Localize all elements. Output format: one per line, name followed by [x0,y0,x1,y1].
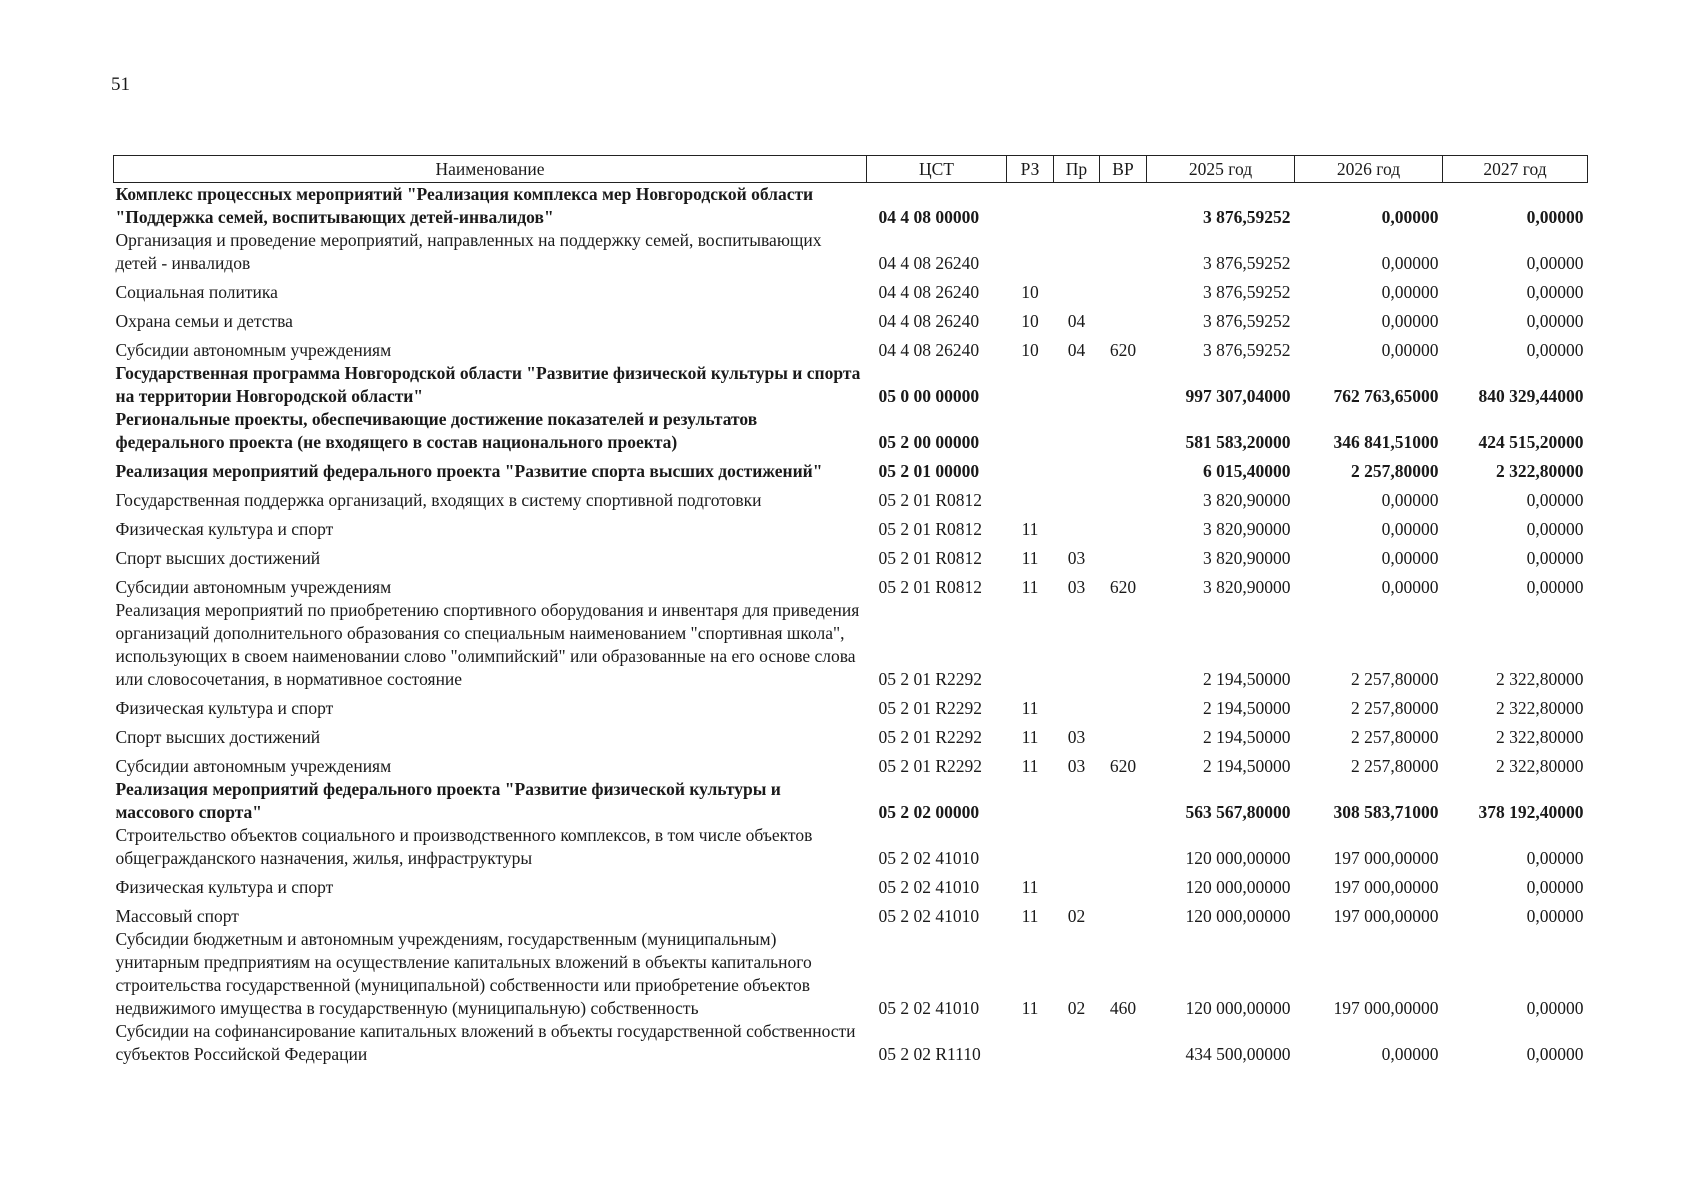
cell-2026: 0,00000 [1381,577,1439,597]
table-row [114,1020,1588,1066]
cell-cst: 05 2 01 R2292 [878,669,983,689]
header-2025: 2025 год [1147,156,1295,183]
cell-name: Субсидии автономным учреждениям [115,340,392,360]
cell-rz: 11 [1021,906,1039,926]
cell-2026: 0,00000 [1381,548,1439,568]
cell-rz: 11 [1021,756,1039,776]
cell-cst: 05 2 02 41010 [878,998,980,1018]
cell-rz [1007,408,1054,454]
cell-2025: 3 876,59252 [1203,282,1291,302]
cell-2025: 120 000,00000 [1185,906,1291,926]
cell-2027: 0,00000 [1526,207,1584,227]
cell-2025: 3 820,90000 [1203,490,1291,510]
cell-cst: 04 4 08 00000 [878,207,980,227]
cell-2027: 2 322,80000 [1496,461,1584,481]
table-row [114,599,1588,691]
cell-2025: 6 015,40000 [1203,461,1291,481]
table-row [114,870,1588,899]
cell-rz [1007,229,1054,275]
cell-vr [1100,362,1147,408]
cell-pr [1054,512,1100,541]
cell-name: Организация и проведение мероприятий, направленных на поддержку семей, воспитывающих детей - инвалидов [115,230,822,273]
cell-name: Физическая культура и спорт [115,877,334,897]
cell-pr: 03 [1067,548,1086,568]
cell-2025: 3 820,90000 [1203,577,1291,597]
header-rz: РЗ [1007,156,1054,183]
cell-name: Физическая культура и спорт [115,698,334,718]
cell-2026: 197 000,00000 [1333,877,1439,897]
cell-2026: 762 763,65000 [1333,386,1439,406]
table-row [114,408,1588,454]
cell-rz [1007,599,1054,691]
cell-vr [1100,229,1147,275]
cell-2027: 0,00000 [1526,311,1584,331]
cell-rz: 10 [1021,340,1039,360]
cell-vr [1100,483,1147,512]
cell-2026: 0,00000 [1381,207,1439,227]
cell-cst: 05 2 01 R2292 [878,727,983,747]
cell-cst: 05 2 01 R0812 [878,577,983,597]
cell-cst: 05 2 01 00000 [878,461,980,481]
cell-2027: 0,00000 [1526,906,1584,926]
cell-name: Субсидии автономным учреждениям [115,756,392,776]
cell-cst: 04 4 08 26240 [878,311,980,331]
cell-vr [1100,599,1147,691]
cell-cst: 04 4 08 26240 [878,340,980,360]
cell-cst: 05 2 02 41010 [878,877,980,897]
table-row [114,928,1588,1020]
cell-2025: 3 820,90000 [1203,519,1291,539]
cell-cst: 05 2 00 00000 [878,432,980,452]
cell-vr [1100,183,1147,230]
table-row [114,483,1588,512]
cell-cst: 04 4 08 26240 [878,253,980,273]
cell-2027: 840 329,44000 [1478,386,1584,406]
cell-rz: 10 [1021,311,1039,331]
cell-2025: 581 583,20000 [1185,432,1291,452]
table-row [114,333,1588,362]
cell-2025: 2 194,50000 [1203,727,1291,747]
cell-name: Реализация мероприятий федерального проекта "Развитие спорта высших достижений" [115,461,823,481]
cell-vr [1100,454,1147,483]
cell-2027: 2 322,80000 [1496,698,1584,718]
cell-name: Социальная политика [115,282,278,302]
cell-name: Массовый спорт [115,906,239,926]
cell-rz: 11 [1021,727,1039,747]
cell-pr: 02 [1067,906,1086,926]
cell-pr [1054,229,1100,275]
cell-2025: 2 194,50000 [1203,698,1291,718]
cell-pr [1054,691,1100,720]
cell-2025: 3 876,59252 [1203,311,1291,331]
cell-rz [1007,1020,1054,1066]
cell-pr [1054,275,1100,304]
table-row [114,778,1588,824]
cell-2026: 197 000,00000 [1333,848,1439,868]
cell-vr [1100,899,1147,928]
cell-2026: 2 257,80000 [1351,756,1439,776]
cell-2027: 0,00000 [1526,340,1584,360]
cell-2027: 0,00000 [1526,1044,1584,1064]
cell-2025: 563 567,80000 [1185,802,1291,822]
cell-cst: 05 2 01 R2292 [878,698,983,718]
cell-2026: 2 257,80000 [1351,669,1439,689]
header-cst: ЦСТ [867,156,1007,183]
cell-name: Реализация мероприятий федерального проекта "Развитие физической культуры и массового спорта" [115,779,781,822]
cell-name: Строительство объектов социального и производственного комплексов, в том числе объектов общегражданского назначения, жилья, инфраструктуры [115,825,813,868]
table-row [114,229,1588,275]
table-body [114,183,1588,1067]
cell-pr: 03 [1067,727,1086,747]
cell-pr [1054,824,1100,870]
cell-2026: 308 583,71000 [1333,802,1439,822]
cell-2027: 424 515,20000 [1478,432,1584,452]
cell-pr [1054,870,1100,899]
cell-vr: 620 [1109,756,1137,776]
cell-pr: 03 [1067,756,1086,776]
cell-rz: 11 [1021,519,1039,539]
cell-name: Физическая культура и спорт [115,519,334,539]
cell-name: Субсидии бюджетным и автономным учреждениям, государственным (муниципальным) унитарным предприятиям на осуществление капитальных вложений в объекты капитального строительства государственной (муниципальной) собственности или приобретение объектов недвижимого имущества в государственную (муниципальную) собственность [115,929,812,1018]
cell-rz [1007,483,1054,512]
cell-rz: 11 [1021,877,1039,897]
cell-2027: 0,00000 [1526,282,1584,302]
table-row [114,570,1588,599]
cell-pr [1054,483,1100,512]
cell-2027: 378 192,40000 [1478,802,1584,822]
cell-2027: 0,00000 [1526,519,1584,539]
cell-vr [1100,275,1147,304]
cell-2027: 0,00000 [1526,848,1584,868]
header-pr: Пр [1054,156,1100,183]
cell-rz [1007,183,1054,230]
cell-2026: 2 257,80000 [1351,461,1439,481]
cell-rz: 11 [1021,698,1039,718]
header-name: Наименование [114,156,867,183]
cell-2027: 0,00000 [1526,877,1584,897]
cell-pr [1054,454,1100,483]
cell-pr [1054,362,1100,408]
cell-2026: 2 257,80000 [1351,727,1439,747]
cell-2027: 2 322,80000 [1496,727,1584,747]
cell-vr [1100,408,1147,454]
table-row [114,362,1588,408]
header-2026: 2026 год [1295,156,1443,183]
cell-rz [1007,824,1054,870]
table-row [114,824,1588,870]
cell-name: Охрана семьи и детства [115,311,293,331]
cell-2026: 346 841,51000 [1333,432,1439,452]
cell-pr: 03 [1067,577,1086,597]
cell-cst: 05 2 01 R0812 [878,519,983,539]
cell-vr [1100,1020,1147,1066]
cell-vr [1100,720,1147,749]
table-row [114,183,1588,230]
cell-cst: 05 2 01 R0812 [878,490,983,510]
cell-2027: 2 322,80000 [1496,756,1584,776]
cell-pr [1054,183,1100,230]
table-row [114,512,1588,541]
cell-cst: 05 2 01 R2292 [878,756,983,776]
cell-rz [1007,454,1054,483]
cell-2027: 0,00000 [1526,577,1584,597]
page-number: 51 [111,74,130,95]
cell-pr [1054,1020,1100,1066]
cell-2025: 2 194,50000 [1203,756,1291,776]
cell-2025: 3 876,59252 [1203,340,1291,360]
cell-rz [1007,362,1054,408]
cell-2025: 120 000,00000 [1185,848,1291,868]
cell-cst: 05 2 02 41010 [878,848,980,868]
table-row [114,304,1588,333]
cell-name: Комплекс процессных мероприятий "Реализация комплекса мер Новгородской области "Поддержка семей, воспитывающих детей-инвалидов" [115,184,814,227]
cell-2026: 0,00000 [1381,282,1439,302]
table-row [114,720,1588,749]
cell-2026: 2 257,80000 [1351,698,1439,718]
budget-table [113,155,1588,1066]
cell-rz: 11 [1021,577,1039,597]
cell-2027: 0,00000 [1526,490,1584,510]
cell-2026: 0,00000 [1381,1044,1439,1064]
cell-2027: 2 322,80000 [1496,669,1584,689]
cell-2025: 997 307,04000 [1185,386,1291,406]
cell-rz [1007,778,1054,824]
cell-pr: 04 [1067,311,1086,331]
cell-2025: 3 820,90000 [1203,548,1291,568]
cell-2025: 3 876,59252 [1203,207,1291,227]
cell-vr [1100,512,1147,541]
cell-2025: 3 876,59252 [1203,253,1291,273]
cell-2026: 0,00000 [1381,490,1439,510]
table-row [114,454,1588,483]
cell-vr [1100,870,1147,899]
cell-name: Спорт высших достижений [115,727,321,747]
cell-cst: 05 2 02 41010 [878,906,980,926]
cell-vr [1100,824,1147,870]
cell-rz: 10 [1021,282,1039,302]
cell-pr: 02 [1067,998,1086,1018]
cell-name: Государственная поддержка организаций, входящих в систему спортивной подготовки [115,490,762,510]
cell-name: Региональные проекты, обеспечивающие достижение показателей и результатов федерального проекта (не входящего в состав национального проекта) [115,409,758,452]
cell-cst: 04 4 08 26240 [878,282,980,302]
cell-2025: 120 000,00000 [1185,877,1291,897]
cell-vr [1100,778,1147,824]
cell-2027: 0,00000 [1526,548,1584,568]
header-vr: ВР [1100,156,1147,183]
cell-cst: 05 2 01 R0812 [878,548,983,568]
cell-2026: 0,00000 [1381,311,1439,331]
cell-name: Субсидии на софинансирование капитальных вложений в объекты государственной собственности субъектов Российской Федерации [115,1021,856,1064]
table-row [114,749,1588,778]
cell-pr [1054,408,1100,454]
cell-2026: 197 000,00000 [1333,998,1439,1018]
cell-cst: 05 0 00 00000 [878,386,980,406]
cell-vr [1100,691,1147,720]
cell-vr [1100,541,1147,570]
cell-name: Субсидии автономным учреждениям [115,577,392,597]
table-header-row [114,156,1588,183]
table-row [114,275,1588,304]
cell-pr [1054,778,1100,824]
cell-name: Реализация мероприятий по приобретению спортивного оборудования и инвентаря для приведения организаций дополнительного образования со специальным наименованием "спортивная школа", использующих в своем наименовании слово "олимпийский" или образованные на его основе слова или словосочетания, в нормативное состояние [115,600,860,689]
cell-cst: 05 2 02 R1110 [878,1044,981,1064]
cell-vr: 620 [1109,577,1137,597]
cell-vr [1100,304,1147,333]
header-2027: 2027 год [1443,156,1588,183]
cell-name: Спорт высших достижений [115,548,321,568]
cell-rz: 11 [1021,548,1039,568]
table-row [114,899,1588,928]
cell-2027: 0,00000 [1526,998,1584,1018]
cell-pr: 04 [1067,340,1086,360]
cell-rz: 11 [1021,998,1039,1018]
cell-2026: 0,00000 [1381,253,1439,273]
cell-2026: 197 000,00000 [1333,906,1439,926]
cell-cst: 05 2 02 00000 [878,802,980,822]
cell-2027: 0,00000 [1526,253,1584,273]
cell-2025: 2 194,50000 [1203,669,1291,689]
cell-2026: 0,00000 [1381,340,1439,360]
cell-name: Государственная программа Новгородской области "Развитие физической культуры и спорта на территории Новгородской области" [115,363,861,406]
cell-vr: 620 [1109,340,1137,360]
cell-2025: 434 500,00000 [1185,1044,1291,1064]
table-row [114,541,1588,570]
cell-2026: 0,00000 [1381,519,1439,539]
cell-2025: 120 000,00000 [1185,998,1291,1018]
cell-vr: 460 [1109,998,1137,1018]
table-row [114,691,1588,720]
cell-pr [1054,599,1100,691]
